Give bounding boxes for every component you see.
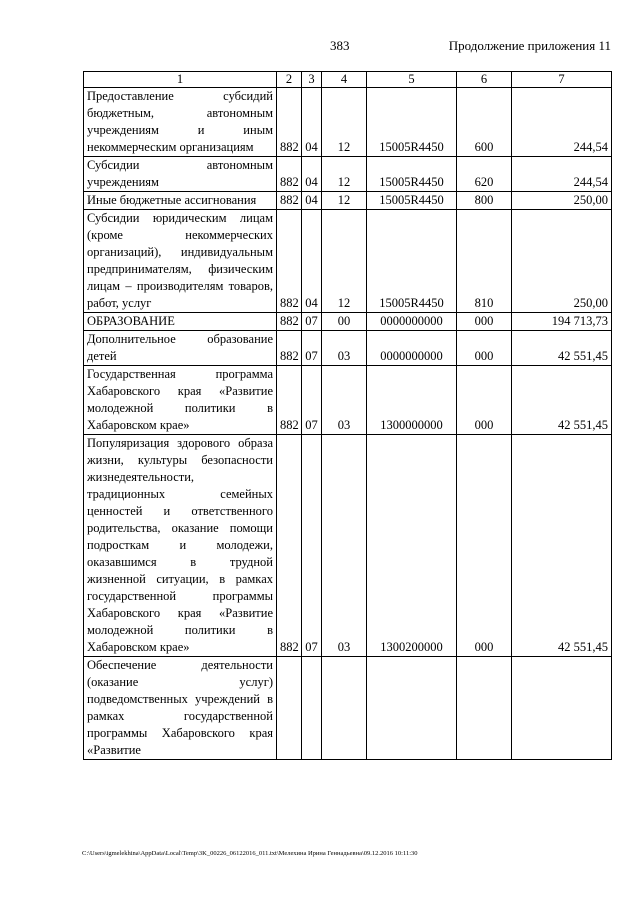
table-row (84, 313, 612, 331)
table-row (84, 88, 612, 157)
cell-section: 07 (302, 366, 322, 435)
cell-subsection: 03 (322, 366, 367, 435)
cell-amount: 250,00 (512, 210, 612, 313)
column-header: 3 (302, 72, 322, 88)
cell-amount: 42 551,45 (512, 331, 612, 366)
cell-section: 07 (302, 313, 322, 331)
row-name: Государственная программа Хабаровского края «Развитие молодежной политики в Хабаровском крае» (84, 366, 277, 435)
table-row (84, 157, 612, 192)
cell-ministry: 882 (277, 192, 302, 210)
column-header: 6 (457, 72, 512, 88)
table-row (84, 331, 612, 366)
table-row (84, 657, 612, 760)
row-name: Субсидии автономным учреждениям (84, 157, 277, 192)
cell-amount: 194 713,73 (512, 313, 612, 331)
cell-section: 07 (302, 331, 322, 366)
cell-expense-type: 800 (457, 192, 512, 210)
cell-target-article: 15005R4450 (367, 192, 457, 210)
cell-ministry (277, 657, 302, 760)
cell-subsection: 00 (322, 313, 367, 331)
column-header: 4 (322, 72, 367, 88)
appendix-continuation-note: Продолжение приложения 11 (448, 38, 611, 53)
cell-section (302, 657, 322, 760)
cell-amount: 250,00 (512, 192, 612, 210)
cell-expense-type (457, 657, 512, 760)
cell-section: 07 (302, 435, 322, 657)
cell-expense-type: 000 (457, 331, 512, 366)
cell-subsection (322, 657, 367, 760)
cell-ministry: 882 (277, 366, 302, 435)
column-header: 5 (367, 72, 457, 88)
column-header: 7 (512, 72, 612, 88)
cell-ministry: 882 (277, 210, 302, 313)
cell-subsection: 12 (322, 157, 367, 192)
cell-expense-type: 600 (457, 88, 512, 157)
cell-ministry: 882 (277, 88, 302, 157)
cell-target-article: 0000000000 (367, 313, 457, 331)
cell-target-article: 15005R4450 (367, 88, 457, 157)
row-name: Иные бюджетные ассигнования (84, 192, 277, 210)
cell-subsection: 03 (322, 331, 367, 366)
table-row (84, 192, 612, 210)
cell-target-article (367, 657, 457, 760)
cell-ministry: 882 (277, 157, 302, 192)
budget-table (83, 71, 612, 760)
cell-target-article: 15005R4450 (367, 210, 457, 313)
cell-target-article: 15005R4450 (367, 157, 457, 192)
cell-expense-type: 620 (457, 157, 512, 192)
cell-subsection: 03 (322, 435, 367, 657)
cell-amount: 42 551,45 (512, 435, 612, 657)
row-name: Субсидии юридическим лицам (кроме некоммерческих организаций), индивидуальным предпринимателям, физическим лицам – производителям товаров, работ, услуг (84, 210, 277, 313)
cell-amount: 42 551,45 (512, 366, 612, 435)
cell-expense-type: 000 (457, 313, 512, 331)
row-name: ОБРАЗОВАНИЕ (84, 313, 277, 331)
cell-subsection: 12 (322, 88, 367, 157)
cell-section: 04 (302, 192, 322, 210)
table-row (84, 366, 612, 435)
cell-section: 04 (302, 157, 322, 192)
cell-expense-type: 000 (457, 366, 512, 435)
cell-expense-type: 810 (457, 210, 512, 313)
row-name: Предоставление субсидий бюджетным, автономным учреждениям и иным некоммерческим организациям (84, 88, 277, 157)
cell-subsection: 12 (322, 192, 367, 210)
cell-ministry: 882 (277, 313, 302, 331)
row-name: Дополнительное образование детей (84, 331, 277, 366)
row-name: Обеспечение деятельности (оказание услуг) подведомственных учреждений в рамках государственной программы Хабаровского края «Развитие (84, 657, 277, 760)
page-number: 383 (330, 38, 350, 53)
column-header: 2 (277, 72, 302, 88)
table-header-row (84, 72, 612, 88)
cell-ministry: 882 (277, 435, 302, 657)
file-path-footer: C:\Users\igmelekhina\AppData\Local\Temp\3K_00226_06122016_011.txt\Мелехина Ирина Геннадьевна\09.12.2016 10:11:30 (82, 850, 418, 857)
cell-section: 04 (302, 88, 322, 157)
column-header: 1 (84, 72, 277, 88)
table-row (84, 210, 612, 313)
cell-amount: 244,54 (512, 88, 612, 157)
cell-section: 04 (302, 210, 322, 313)
table-row (84, 435, 612, 657)
cell-expense-type: 000 (457, 435, 512, 657)
cell-subsection: 12 (322, 210, 367, 313)
cell-target-article: 1300200000 (367, 435, 457, 657)
cell-target-article: 1300000000 (367, 366, 457, 435)
cell-ministry: 882 (277, 331, 302, 366)
cell-target-article: 0000000000 (367, 331, 457, 366)
cell-amount: 244,54 (512, 157, 612, 192)
row-name: Популяризация здорового образа жизни, культуры безопасности жизнедеятельности, традиционных семейных ценностей и ответственного родительства, оказание помощи подросткам и молодежи, оказавшимся в трудной жизненной ситуации, в рамках государственной программы Хабаровского края «Развитие молодежной политики в Хабаровском крае» (84, 435, 277, 657)
cell-amount (512, 657, 612, 760)
